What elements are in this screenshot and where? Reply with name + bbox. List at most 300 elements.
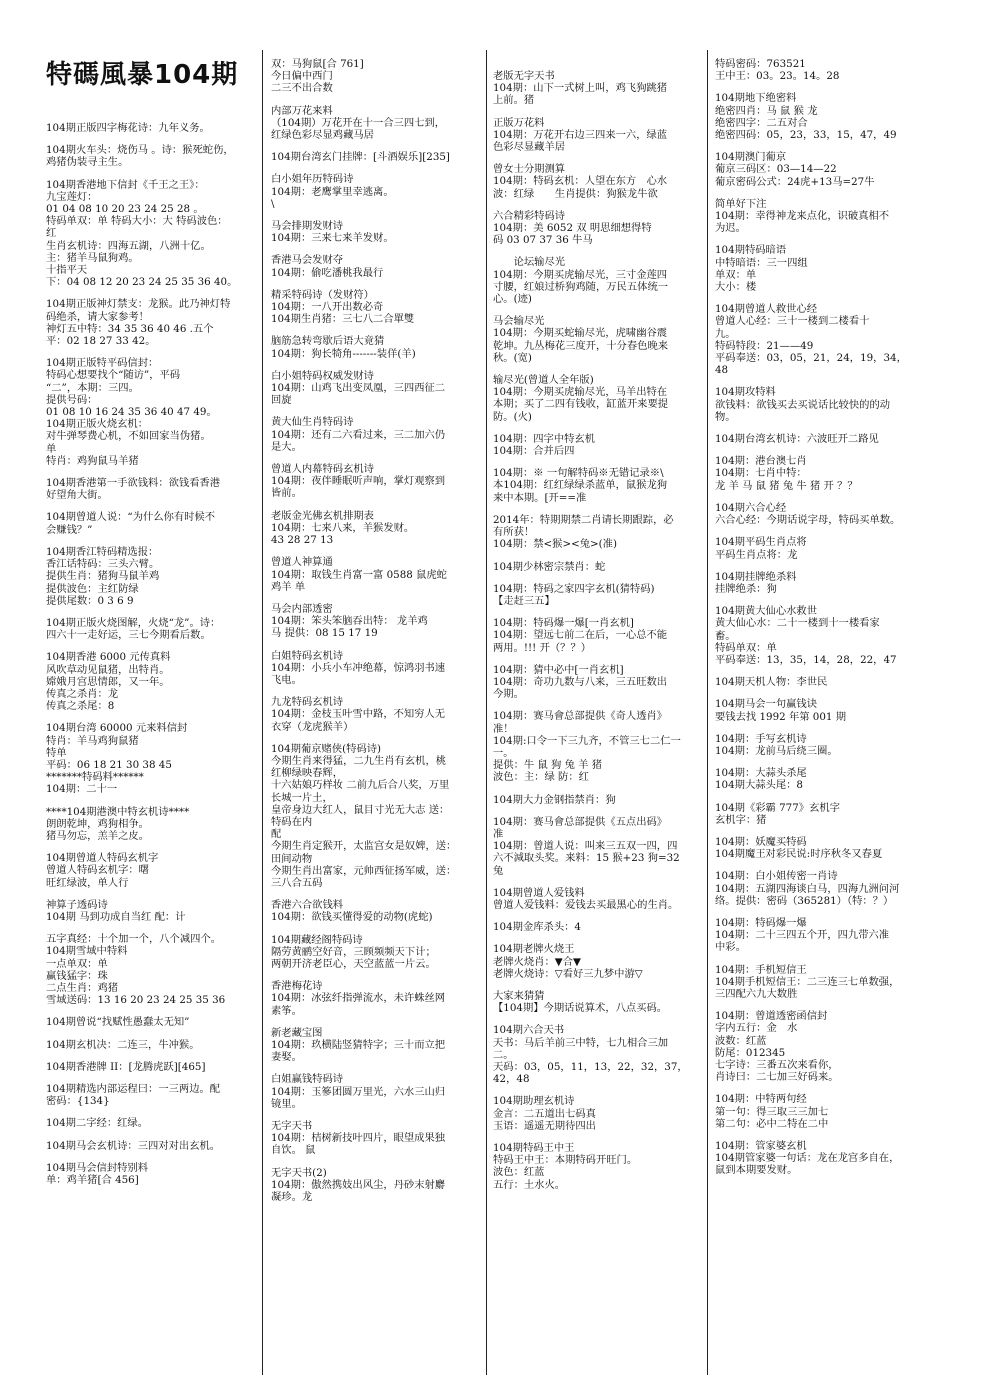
block-line: 风吹草动见鼠猪，出特肖。	[46, 663, 170, 676]
block-line: 皆前。	[271, 487, 302, 500]
text-block	[46, 1016, 254, 1028]
block-line: *******特码料******	[46, 771, 144, 784]
text-block	[715, 698, 921, 722]
block-heading: 104期正版神灯禁支：龙猴。此乃神灯特	[46, 298, 231, 311]
text-block	[46, 511, 254, 535]
block-line: 心。(迹)	[493, 293, 532, 306]
block-heading: 104期马会一句赢钱诀	[715, 698, 818, 711]
block-line: 104期：二十一	[46, 783, 118, 796]
block-line: 五行：土水火。	[493, 1178, 566, 1191]
block-line: 104期：金枝玉叶雪中路，不知穷人无	[271, 708, 446, 721]
block-line: 104期手机短信王：二三连三七单数强，	[715, 975, 900, 988]
block-heading: 104期玄机决：二连三，牛冲猴。	[46, 1038, 200, 1051]
block-line: 对牛弹琴费心机，不如回家当伪猪。	[46, 430, 211, 443]
block-line: 色彩尽显藏羊居	[493, 141, 566, 154]
block-heading: 104期：白小姐传密一肖诗	[715, 870, 838, 883]
block-heading: 马会排期发财诗	[271, 220, 344, 233]
block-line: 特肖：鸡狗鼠马羊猪	[46, 454, 139, 467]
block-line: 神灯五中特：34 35 36 40 46 .五个	[46, 322, 214, 335]
block-line: 提供尾数：0 3 6 9	[46, 594, 134, 607]
block-heading: 104期黄大仙心水救世	[715, 605, 818, 618]
block-heading: 104期：曾道透密函信封	[715, 1010, 828, 1023]
block-heading: 104期：手机短信王	[715, 963, 807, 976]
block-line: 曾道人爱钱料：爱钱去买最黑心的生肖。	[493, 898, 679, 911]
text-block	[715, 1140, 921, 1177]
block-heading: 104期：※ 一句解特码※无错记录※\	[493, 467, 664, 480]
block-line: 本104期：红红绿绿杀蓝单，鼠猴龙狗	[493, 479, 668, 492]
text-block	[271, 173, 479, 210]
block-line: 自饮。 鼠	[271, 1144, 316, 1157]
text-block	[271, 58, 479, 95]
block-line: 朗朗乾坤，鸡狗相争。	[46, 817, 149, 830]
block-heading: 大家来猜猜	[493, 989, 545, 1002]
block-line: 绝密四码：05，23，33，15，47，49	[715, 129, 897, 142]
block-line: 两用。!!! 开（？？）	[493, 641, 592, 654]
block-line: 提供：牛 鼠 狗 兔 羊 猪	[493, 759, 603, 772]
block-heading: 104期台湾玄机诗：六波旺开二路见	[715, 433, 879, 446]
text-block	[271, 416, 479, 453]
block-heading: 104期香港牌 II：[龙腾虎跃][465]	[46, 1060, 206, 1073]
block-heading: 104期曾道人说：“为什么你有时候不	[46, 511, 216, 524]
block-line: 生肖玄机诗：四海五湖，八洲十亿。	[46, 239, 211, 252]
text-block	[715, 502, 921, 526]
block-line: 鸡羊 单	[271, 580, 306, 593]
block-line: 隔劳黄鹂空好音，三顾频频天下计；	[271, 945, 436, 958]
block-line: 104期雪域中特料	[46, 945, 128, 958]
block-heading: 新老藏宝图	[271, 1026, 323, 1039]
block-line: 104期：禁<猴><兔>(准)	[493, 538, 617, 551]
block-heading: 香港马会发财夺	[271, 254, 344, 267]
block-heading: 104期大力金钢指禁肖：狗	[493, 793, 616, 806]
block-line: 好望角大街。	[46, 489, 108, 502]
block-line: 特码单双：单 特码大小：大 特码波色：	[46, 215, 228, 228]
text-block	[715, 151, 921, 188]
block-line: 【104期】今期话说算术，八点买码。	[493, 1002, 668, 1015]
block-heading: 104期精选内部运程曰：一三两边。配	[46, 1083, 221, 1095]
block-heading: 104期特码暗语	[715, 244, 787, 257]
block-line: 平码生肖点将：龙	[715, 548, 798, 561]
block-heading: 104期马会信封特别料	[46, 1161, 149, 1174]
block-heading: 论坛输尽光	[493, 256, 566, 269]
block-heading: 104期《彩霸 777》玄机字	[715, 801, 840, 814]
block-line: 曾道人心经：三十一楼到二楼看十	[715, 315, 870, 328]
block-heading: 104期：四字中特玄机	[493, 432, 596, 445]
block-heading: 104期少林密宗禁肖：蛇	[493, 560, 606, 573]
block-heading: 无字天书(2)	[271, 1166, 327, 1179]
block-line: 衣穿（龙虎猴羊）	[271, 720, 354, 733]
block-heading: 九龙特码玄机诗	[271, 696, 344, 709]
block-heading: 104期：特码爆一爆	[715, 916, 807, 929]
block-line: 曾道人特码玄机字：曙	[46, 864, 149, 877]
block-line: 特码在内	[271, 815, 313, 828]
block-line: 104期：偷吃潘桃我最行	[271, 266, 384, 279]
block-line: 旺红绿波，单人行	[46, 876, 129, 889]
text-block	[46, 357, 254, 467]
text-block	[46, 1162, 254, 1186]
block-line: 十指平天	[46, 264, 88, 277]
block-heading: 精采特码诗（发财符）	[271, 288, 374, 301]
text-block	[715, 455, 921, 492]
block-heading: 104期：赛马會总部提供《奇人透肖》	[493, 710, 668, 723]
block-line: 104期：二十三四五个开，四九带六准	[715, 929, 890, 942]
block-heading: 104期六合心经	[715, 501, 787, 514]
text-block	[271, 1027, 479, 1064]
block-line: 第一句：得三取三三加七	[715, 1105, 829, 1118]
block-line: \	[271, 197, 275, 210]
block-line: 104期 马到功成自当红 配：计	[46, 910, 186, 923]
text-block	[493, 990, 699, 1014]
block-heading: 内部万花来料	[271, 104, 333, 117]
block-heading: 104期香港地下信封《千王之王》：	[46, 178, 205, 191]
block-line: 104期:口令一下三九齐，不管三七二仁一	[493, 734, 681, 747]
block-heading: 104期葡京赌侠(特码诗)	[271, 742, 382, 755]
block-line: 龙 羊 马 鼠 猪 兔 牛 猪 开 ？？	[715, 479, 858, 492]
block-line: 01 08 10 16 24 35 36 40 47 49。	[46, 406, 217, 419]
block-line: 九宝莲灯：	[46, 190, 98, 203]
block-line: 【走赶三五】	[493, 594, 555, 607]
block-line: 特码心想要找个“随访”，平码	[46, 369, 181, 382]
text-block	[493, 256, 699, 305]
block-line: （104期）万花开在十一合三四七到，	[271, 116, 446, 129]
block-line: 104期：玖横陆竖猜特字；三十而立把	[271, 1039, 446, 1051]
block-line: 三四配六九大数胜	[715, 987, 798, 1000]
block-line: 老牌火烧诗：▽看好三九梦中游▽	[493, 967, 643, 980]
block-heading: 104期老牌火烧王	[493, 943, 575, 956]
block-line: 七字诗：三番五次来看你，	[715, 1059, 839, 1071]
block-heading: 脑筋急转弯歇后语大竟猜	[271, 335, 385, 348]
block-line: 传真之杀尾：8	[46, 700, 115, 713]
text-block	[493, 163, 699, 200]
block-line: 雪域送码：13 16 20 23 24 25 35 36	[46, 994, 226, 1007]
block-heading: 104期：妖魔买特码	[715, 835, 807, 848]
block-heading: 2014年：特期期禁二肖请长期跟踪，必	[493, 513, 674, 526]
column-divider	[262, 50, 263, 1375]
block-line: 48	[715, 364, 729, 377]
block-line: 104期：特码玄机：人望在东方 心水	[493, 175, 668, 188]
block-line: 会赚钱？”	[46, 523, 93, 536]
column-divider	[707, 50, 708, 1375]
block-line: 寸腰，红娘过桥狗鸡随，万民五体统一	[493, 280, 669, 293]
text-block	[493, 561, 699, 573]
text-block	[493, 210, 699, 247]
column-2	[271, 58, 479, 1373]
block-line: 今期生肖来得猛，二九生肖有玄机，桃	[271, 754, 447, 767]
block-line: 104期：奇功九数与八来，三五旺数出	[493, 675, 668, 688]
block-line: 凝珍。龙	[271, 1191, 313, 1204]
block-heading: 104期藏经阁特码诗	[271, 933, 363, 946]
block-line: 波数：红蓝	[715, 1034, 767, 1047]
text-block	[493, 921, 699, 933]
block-line: 字内五行：金 水	[715, 1022, 798, 1035]
block-line: 密码：{134}	[46, 1095, 110, 1108]
block-heading: 香港六合欲钱料	[271, 899, 344, 912]
text-block	[271, 556, 479, 593]
block-line: 来中本期。[开==准	[493, 491, 587, 504]
block-heading: 五字真经：十个加一个，八个减四个。	[46, 933, 222, 946]
text-block	[46, 179, 254, 289]
block-line: 肖诗曰：二七加三好码来。	[715, 1071, 839, 1084]
block-line: 104期：万花开右边三四来一六，绿蓝	[493, 128, 668, 141]
block-line: 单	[46, 442, 57, 455]
block-line: 主：猪羊马鼠狗鸡。	[46, 251, 139, 264]
block-line: 为迟。	[715, 222, 746, 235]
block-line: 104期：一八开出数必奇	[271, 301, 384, 314]
text-block	[715, 733, 921, 757]
block-line: 104期：取钱生肖富一富 0588 鼠虎蛇	[271, 568, 447, 581]
block-heading: 输尽光(曾道人全年版)	[493, 374, 594, 387]
text-block	[46, 806, 254, 843]
block-line: 一点单双：单	[46, 957, 108, 970]
block-line: 单：鸡羊猪[合 456]	[46, 1174, 139, 1187]
block-heading: 104期挂牌绝杀料	[715, 570, 797, 583]
column-divider	[486, 50, 487, 1375]
block-line: 特单	[46, 746, 67, 759]
block-line: 二。	[493, 1048, 514, 1061]
text-block	[46, 1140, 254, 1152]
block-heading: 104期台湾玄门挂牌：[斗酒娱乐][235]	[271, 151, 450, 164]
block-line: 104期：老鹰掌里幸逃离。	[271, 185, 394, 198]
text-block	[715, 836, 921, 860]
block-heading: 特码密码：763521	[715, 58, 806, 70]
block-line: 104期生肖猪：三七八二合單雙	[271, 313, 415, 326]
block-heading: 老版无字天书	[493, 70, 555, 82]
block-line: 鼠到本期要发财。	[715, 1164, 798, 1177]
text-block	[493, 467, 699, 504]
block-heading: 马会内部透密	[271, 602, 333, 615]
text-block	[271, 980, 479, 1017]
block-line: 104期：合并后四	[493, 445, 575, 458]
block-line: 104期：桔树新技叶四片，眼望成果独	[271, 1132, 446, 1145]
block-heading: 曾道人内幕特码玄机诗	[271, 463, 374, 476]
block-line: 王中王：03。23。14。28	[715, 70, 840, 83]
block-heading: 104期曾道人救世心经	[715, 303, 818, 316]
block-line: 要钱去找 1992 年第 001 期	[715, 710, 847, 723]
block-line: 104期：冰弦纤指弹流水，未许蛛丝网	[271, 992, 446, 1005]
block-heading: 104期：赛马會总部提供《五点出码》	[493, 815, 668, 828]
text-block	[715, 386, 921, 423]
block-heading: 104期六合天书	[493, 1024, 565, 1037]
block-line: 畜。	[715, 629, 736, 642]
block-line: 防。(火)	[493, 410, 532, 423]
block-line: 秋。(宽)	[493, 351, 532, 364]
block-line: 挂牌绝杀：狗	[715, 582, 777, 595]
block-line: 回旋	[271, 394, 292, 407]
block-line: 田间动物	[271, 852, 313, 865]
text-block	[715, 536, 921, 560]
block-line: 104期：傲然携妓出风尘，丹砂末射麝	[271, 1178, 446, 1191]
text-block	[715, 1093, 921, 1130]
block-line: 平码奉送：13，35，14，28，22，47	[715, 653, 897, 666]
text-block	[493, 664, 699, 701]
text-block	[46, 144, 254, 168]
block-line: 绝密四字：二五对合	[715, 116, 808, 129]
text-block	[271, 1073, 479, 1110]
block-line: 香江话特码：三头六臂。	[46, 558, 160, 571]
block-line: 有所获！	[493, 526, 535, 539]
block-line: 104期大蒜头尾：8	[715, 779, 803, 792]
block-line: 104期：玉篸团圆万里光，六水三山归	[271, 1085, 446, 1098]
block-line: 两朝开济老臣心，天空蓝蓝一片云。	[271, 957, 436, 970]
text-block	[493, 433, 699, 457]
text-block	[493, 617, 699, 654]
block-line: 今期。	[493, 688, 524, 701]
text-block	[46, 899, 254, 923]
block-heading: 双：马狗鼠[合 761]	[271, 58, 364, 70]
block-heading: 104期曾说“找赋性愚蠢太无知”	[46, 1016, 190, 1029]
block-line: 本期；买了二四有钱收，缸蓝开来要提	[493, 398, 669, 411]
text-block	[271, 105, 479, 142]
text-block	[46, 1083, 254, 1107]
block-line: 欲钱料：欲钱买去买说话比较快的的动	[715, 398, 891, 411]
block-line: 104期：幸得神龙来点化，识破真相不	[715, 210, 890, 223]
block-line: 今期生肖定猴开，太监宫女是奴婢，送：	[271, 840, 457, 853]
text-block	[271, 899, 479, 923]
block-heading: 104期正版火烧图解，火烧“龙”。诗：	[46, 616, 221, 629]
block-line: 104期：今期买蛇输尽光，虎啸幽谷震	[493, 327, 668, 340]
block-line: 兔	[493, 864, 504, 877]
block-line: 三八合五码	[271, 876, 323, 889]
text-block	[715, 802, 921, 826]
block-line: 玄机字：猪	[715, 813, 767, 826]
text-block	[271, 463, 479, 500]
text-block	[715, 964, 921, 1001]
block-heading: 104期香港 6000 元传真料	[46, 651, 171, 664]
text-block	[715, 303, 921, 376]
block-heading: 104期正版特平码信封：	[46, 357, 159, 370]
block-heading: 老版金光佛玄机排期表	[271, 509, 374, 522]
block-heading: ****104期港澳中特玄机诗****	[46, 805, 190, 818]
block-line: 猪马勿忘，羔羊之皮。	[46, 829, 149, 842]
text-block	[46, 1061, 254, 1073]
column-4	[715, 58, 921, 1373]
block-line: 一。	[493, 746, 514, 759]
block-heading: 104期：特码之家四字玄机(猜特码)	[493, 582, 655, 595]
text-block	[271, 220, 479, 244]
block-line: 波：红绿 生肖提供：狗猴龙牛欲	[493, 187, 658, 200]
block-line: 葡京三码区：03—14—22	[715, 163, 837, 176]
block-heading: 简单好下注	[715, 197, 767, 210]
block-line: 皇帝身边大红人，鼠目寸光无大志 送：	[271, 803, 450, 816]
block-line: 104期：曾道人说：叫来三五双一四，四	[493, 840, 678, 853]
block-heading: 曾女士分期测算	[493, 163, 566, 176]
page-title: 特碼風暴104期	[46, 60, 239, 90]
block-line: 104期正版火烧玄机：	[46, 418, 149, 431]
text-block	[493, 943, 699, 980]
block-line: 配	[271, 828, 282, 841]
text-block	[46, 1117, 254, 1129]
text-block	[46, 1039, 254, 1051]
block-line: 今期生肖出富家，元帅西征扬军威，送：	[271, 864, 457, 877]
block-line: 波色：红蓝	[493, 1166, 545, 1179]
block-line: 01 04 08 10 20 23 24 25 28 。	[46, 203, 204, 216]
block-line: 平码：06 18 21 30 38 45	[46, 758, 172, 771]
block-line: 九。	[715, 327, 736, 340]
block-line: 金言：二五道出七码真	[493, 1107, 596, 1120]
text-block	[493, 583, 699, 607]
block-heading: 白姐特码玄机诗	[271, 649, 344, 662]
block-line: 中特暗语：三一四组	[715, 256, 808, 269]
block-line: 二三不出合数	[271, 82, 333, 95]
text-block	[271, 510, 479, 547]
block-line: 104期：夜伴睡眠听声响，掌灯观察到	[271, 475, 446, 488]
text-block	[715, 1010, 921, 1083]
block-heading: 104期攻特料	[715, 386, 776, 399]
block-line: 飞电。	[271, 673, 302, 686]
block-line: 第二句：必中二特在二中	[715, 1117, 829, 1130]
block-heading: 104期：中特两句经	[715, 1093, 807, 1106]
text-block	[715, 571, 921, 595]
block-line: 码绝杀，请大家参考！	[46, 310, 149, 323]
block-line: 老牌火烧肖：▼合▼	[493, 955, 581, 968]
block-line: 特肖：羊马鸡狗鼠猪	[46, 734, 139, 747]
block-line: 今日偏中西门	[271, 70, 333, 83]
block-line: 六合心经：今期话说字母，特码买单数。	[715, 514, 901, 527]
text-block	[46, 852, 254, 889]
block-line: 特码王中王：本期特码开旺门。	[493, 1154, 638, 1167]
text-block	[493, 710, 699, 783]
block-line: 42，48	[493, 1073, 530, 1086]
block-heading: 六合精彩特码诗	[493, 209, 566, 222]
block-line: 提供生肖：猪狗马鼠羊鸡	[46, 570, 160, 583]
block-line: 准！	[493, 722, 514, 735]
block-line: 妻娶。	[271, 1051, 302, 1064]
block-line: 104期：山下一式树上叫，鸡飞狗跳猪	[493, 82, 668, 95]
block-heading: 104期二字经：红绿。	[46, 1117, 149, 1130]
block-line: 提供号码：	[46, 393, 98, 406]
block-line: 特码单双：单	[715, 641, 777, 654]
block-line: 104期管家婆一句话：龙在龙宫多自在，	[715, 1152, 900, 1165]
block-line: 平码奉送：03，05，21，24，19，34，	[715, 352, 907, 365]
text-block	[46, 298, 254, 347]
text-block	[271, 254, 479, 278]
block-heading: 104期正版四字梅花诗：九年义务。	[46, 122, 210, 134]
text-block	[493, 887, 699, 911]
block-line: 红柳绿映春辉，	[271, 767, 344, 780]
text-block	[493, 1095, 699, 1132]
block-heading: 104期曾道人爱钱料	[493, 886, 585, 899]
column-3	[493, 70, 699, 1370]
block-line: 嫦娥月宫思情郎，又一年。	[46, 675, 170, 688]
block-heading: 104期：管家婆玄机	[715, 1140, 807, 1153]
text-block	[46, 933, 254, 1006]
block-line: 104期：三来七来羊发财。	[271, 232, 394, 245]
text-block	[715, 870, 921, 907]
block-heading: 104期助理玄机诗	[493, 1095, 575, 1108]
text-block	[271, 289, 479, 326]
block-heading: 104期火车头：烧伤马 。诗：猴死蛇伤，	[46, 144, 234, 157]
block-heading: 黄大仙生肖特码诗	[271, 416, 354, 429]
text-block	[715, 605, 921, 666]
block-line: 是大。	[271, 440, 302, 453]
block-line: 平：02 18 27 33 42。	[46, 335, 156, 348]
block-heading: 104期：大蒜头杀尾	[715, 767, 807, 780]
block-heading: 104期：特码爆一爆[一肖玄机]	[493, 617, 634, 630]
block-line: 特码特段：21——49	[715, 339, 814, 352]
block-line: 绝密四肖：马 鼠 猴 龙	[715, 104, 818, 117]
block-line: 104期：五湖四海谈白马，四海九洲问河	[715, 882, 900, 895]
text-block	[271, 370, 479, 407]
text-block	[271, 151, 479, 163]
block-line: 天码：03，05，11，13，22，32，37，	[493, 1061, 688, 1073]
block-line: 十六姑娘巧样妆 二前九后合八奖，万里	[271, 779, 450, 792]
text-block	[715, 92, 921, 141]
text-block	[715, 676, 921, 688]
block-line: 下：04 08 12 20 23 24 25 35 36 40。	[46, 276, 238, 289]
text-block	[271, 1167, 479, 1204]
text-block	[493, 1142, 699, 1191]
block-line: 43 28 27 13	[271, 534, 334, 547]
text-block	[493, 1024, 699, 1085]
